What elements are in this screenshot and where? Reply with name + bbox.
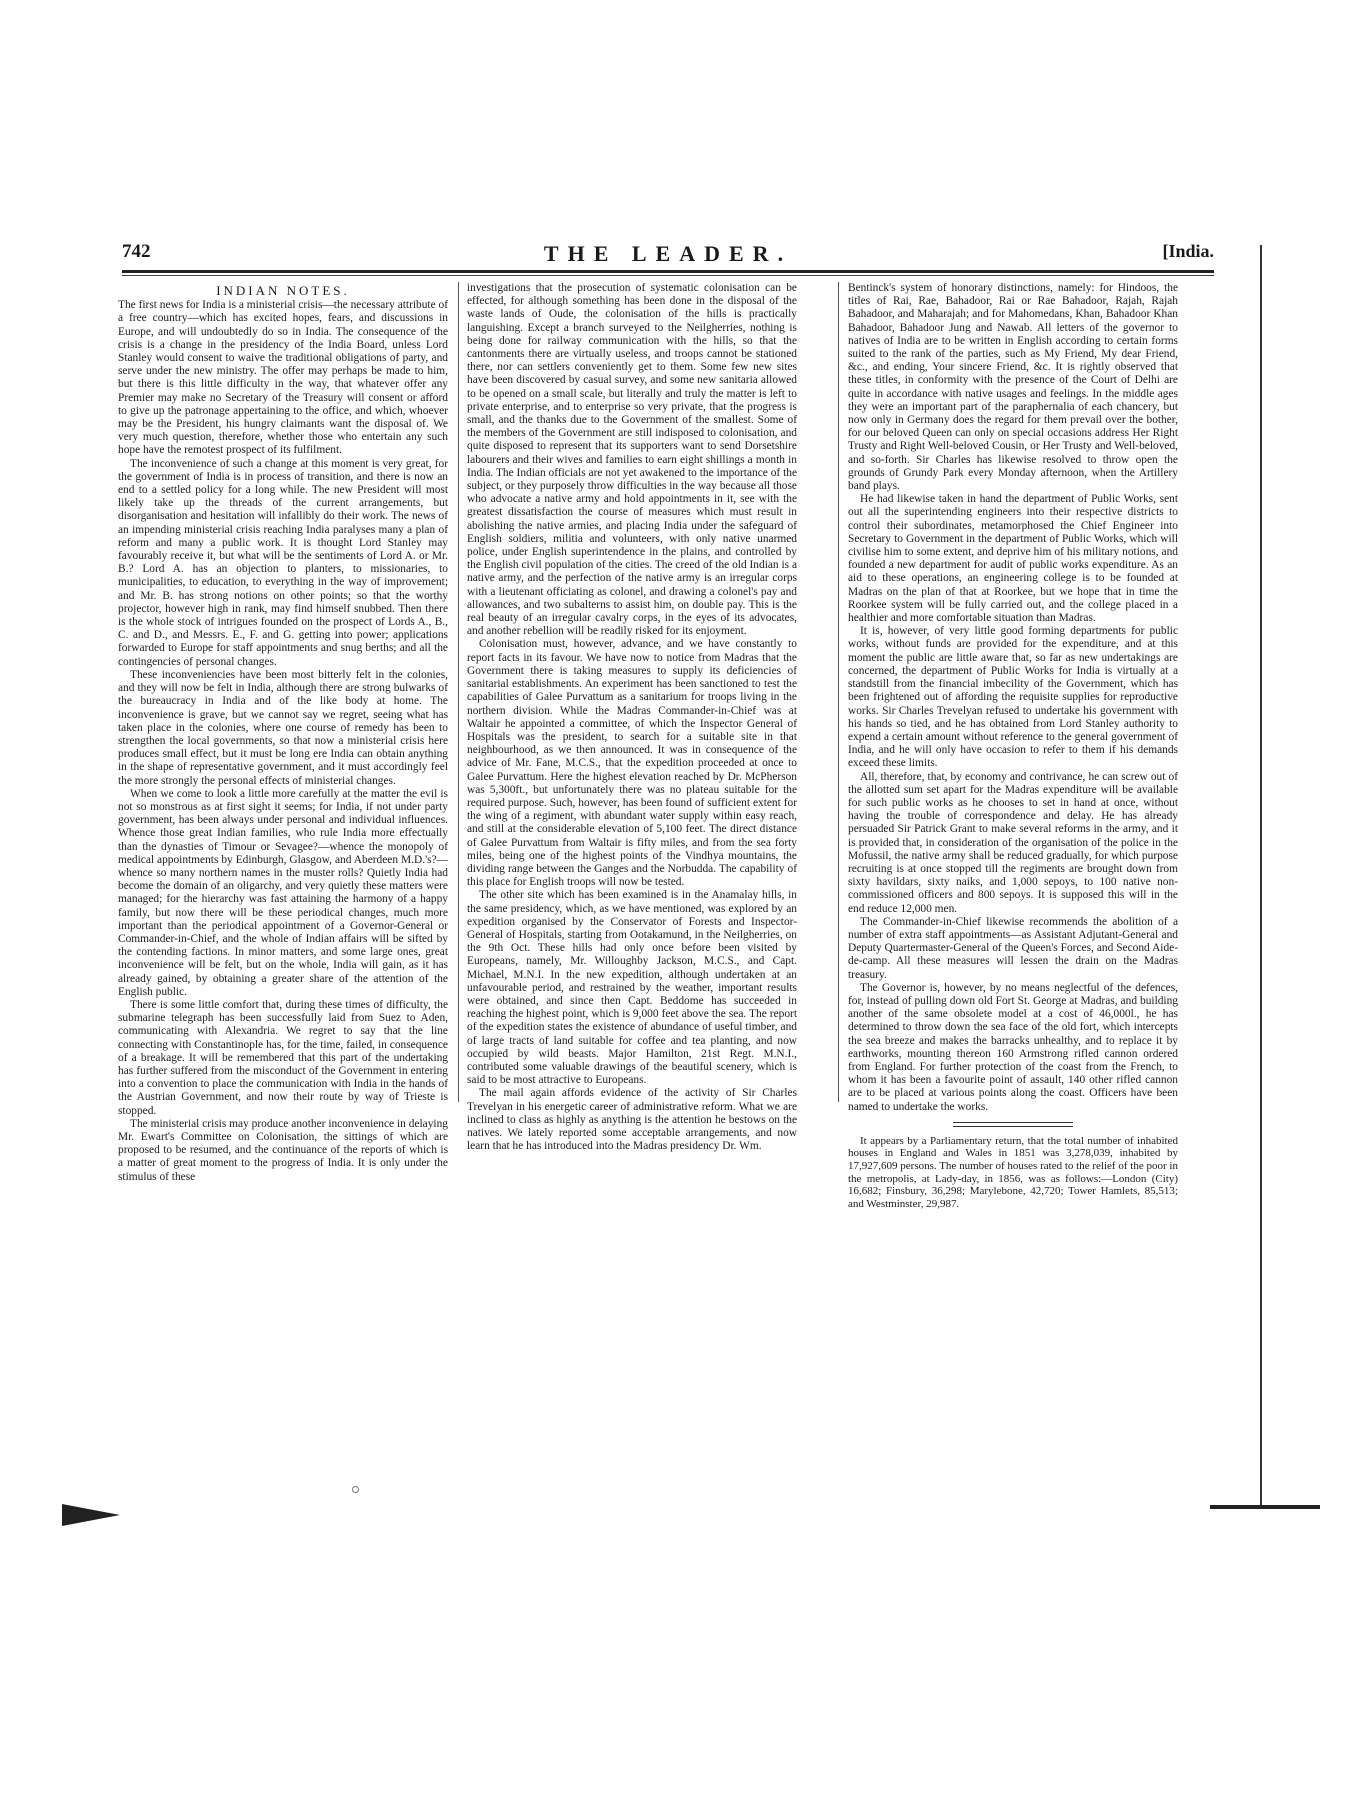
paragraph: It is, however, of very little good forming departments for public works, without funds are provided for the expenditure, and at this moment the public are little aware that, so far as new undertakings are concerned, the department of Public Works for India is virtually at a standstill from the financial imbecility of the Government, which has been frightened out of affording the requisite supplies for reproductive works. Sir Charles Trevelyan refused to undertake his government with his hands so tied, and he has obtained from Lord Stanley authority to expend a certain amount without reference to the general government of India, and he will only have occasion to refer to them if his demands exceed these limits. bbox=[848, 625, 1178, 770]
column-divider bbox=[838, 282, 839, 1102]
section-label: [India. bbox=[1162, 241, 1214, 261]
paragraph: The other site which has been examined is in the Anamalay hills, in the same presidency, which, as we have mentioned, was explored by an expedition organised by the Conservator of Forests and Inspector-General of Hospitals, starting from Ootakamund, in the Neilgherries, on the 9th Oct. These hills had only once before been visited by Europeans, namely, Mr. Willoughby Jackson, M.C.S., and Capt. Michael, M.N.I. In the new expedition, although undertaken at an unfavourable period, and restrained by the weather, important results were obtained, and since then Capt. Beddome has succeeded in reaching the highest point, which is 9,000 feet above the sea. The report of the expedition states the existence of abundance of useful timber, and of large tracts of land suitable for coffee and tea planting, and now occupied by wild beasts. Major Hamilton, 21st Regt. M.N.I., contributed some valuable drawings of the beautiful scenery, which is said to be most attractive to Europeans. bbox=[467, 889, 797, 1087]
paragraph: There is some little comfort that, during these times of difficulty, the submarine telegraph has been successfully laid from Suez to Aden, communicating with Alexandria. We regret to say that the line connecting with Constantinople has, for the time, failed, in consequence of a breakage. It will be remembered that this part of the undertaking has further suffered from the misconduct of the Government in entering into a convention to place the communication with India in the hands of the Austrian Government, and now their route by way of Trieste is stopped. bbox=[118, 998, 448, 1117]
binding-margin-line bbox=[1260, 245, 1262, 1507]
paragraph: When we come to look a little more carefully at the matter the evil is not so monstrous as at first sight it seems; for India, if not under party government, has been always under personal and individual influences. Whence those great Indian families, who rule India more effectually than the dynasties of Timour or Sevagee?—whence the monopoly of medical appointments by Edinburgh, Glasgow, and Aberdeen M.D.'s?—whence so many northern names in the muster rolls? Quietly India had become the domain of an oligarchy, and very quietly these matters were managed; for the hierarchy was fast attaining the harmony of a happy family, but now there will be these periodical changes, much more important than the periodical appointment of a Governor-General or Commander-in-Chief, and the whole of Indian affairs will be sifted by the contending factions. In minor matters, and some large ones, great inconvenience will be felt, but on the whole, India will gain, as it has already gained, by obtaining a greater share of the attention of the English public. bbox=[118, 787, 448, 998]
page-header bbox=[122, 241, 1214, 267]
paragraph: The first news for India is a ministerial crisis—the necessary attribute of a free country—which has excited hopes, fears, and discussions in Europe, and will undoubtedly do so in India. The consequence of the crisis is a change in the presidency of the India Board, unless Lord Stanley would consent to waive the traditional obligations of party, and serve under the new ministry. The offer may perhaps be made to him, but there is this little difficulty in the way, that whatever offer any Premier may make no Secretary of the Treasury will consent or afford to give up the patronage appertaining to the office, and which, whoever may be the President, his hungry claimants want the disposal of. We very much question, therefore, whether those who entertain any such hope have the remotest prospect of its fulfilment. bbox=[118, 299, 448, 457]
masthead-title: THE LEADER. bbox=[543, 241, 793, 266]
paragraph: Colonisation must, however, advance, and we have constantly to report facts in its favour. We have now to notice from Madras that the Government there is taking measures to supply its deficiencies of sanitarial establishments. An experiment has been sanctioned to test the capabilities of Galee Purvattum as a sanitarium for troops living in the northern division. While the Madras Commander-in-Chief was at Waltair he appointed a committee, of which the Inspector General of Hospitals was the president, to search for a suitable site in that neighbourhood, as we then announced. It was in consequence of the advice of Mr. Fane, M.C.S., that the expedition proceeded at once to Galee Purvattum. Here the highest elevation reached by Dr. McPherson was 5,300ft., but unfortunately there was no plateau suitable for the required purpose. Such, however, has been found of sufficient extent for the wing of a regiment, with abundant water supply within easy reach, and still at the considerable elevation of 5,100 feet. The direct distance of Galee Purvattum from Waltair is fifty miles, and from the sea forty miles, being one of the highest points of the Vindhya mountains, the dividing range between the Ganges and the Norbudda. The capability of this place for English troops will now be tested. bbox=[467, 638, 797, 889]
paragraph: investigations that the prosecution of systematic colonisation can be effected, for although something has been done in the disposal of the waste lands of Oude, the colonisation of the hills is practically languishing. Except a branch surveyed to the Neilgherries, nothing is being done for railway communication with the hills, so that the cantonments there are virtually useless, and troops cannot be stationed there, nor can settlers conveniently get to them. Some few new sites have been discovered by casual survey, and some new sanitaria allowed to be opened on a small scale, but literally and truly the matter is left to private enterprise, and to enterprise so very private, that the progress is small, and the thanks due to the Government of the smallest. Some of the members of the Government are still indisposed to colonisation, and quite disposed to represent that its supporters want to send Dorsetshire labourers and their wives and families to earn eight shillings a month in India. The Indian officials are not yet awakened to the importance of the subject, or they purposely throw difficulties in the way because all those who advocate a native army and hold appointments in it, see with the greatest dissatisfaction the course of measures which must result in abolishing the native armies, and placing India under the safeguard of English soldiers, militia and volunteers, with only native unarmed police, under English superintendence in the plains, and controlled by the English civil population of the cities. The creed of the old Indian is a native army, and the perfection of the native army is an irregular corps with a lieutenant officiating as colonel, and drawing a colonel's pay and allowances, and two subalterns to assist him, on double pay. This is the real beauty of an irregular cavalry corps, in the eyes of its advocates, and another rebellion will be readily risked for its enjoyment. bbox=[467, 282, 797, 638]
header-rule-thin bbox=[122, 275, 1214, 276]
column-3 bbox=[848, 282, 1178, 1210]
section-divider bbox=[953, 1122, 1073, 1127]
paragraph: The inconvenience of such a change at this moment is very great, for the government of India is in process of transition, and there is now an end to a settled policy for a long while. The new President will most likely take up the threads of the current arrangements, but disorganisation and hesitation will infallibly do their work. The news of an impending ministerial crisis reaching India paralyses many a plan of reform and many a public work. It is thought Lord Stanley may favourably receive it, but what will be the sentiments of Lord A. or Mr. B.? Lord A. has an objection to planters, to missionaries, to municipalities, to education, to everything in the way of improvement; and Mr. B. has strong notions on other points; so that the worthy projector, however high in rank, may find himself snubbed. Then there is the whole stock of intrigues founded on the prospect of Lords A., B., C. and D., and Messrs. E., F. and G. getting into power; applications forwarded to Europe for staff appointments and snug berths; and all the contingencies of personal changes. bbox=[118, 457, 448, 668]
header-rule bbox=[122, 270, 1214, 273]
article-title: INDIAN NOTES. bbox=[216, 283, 350, 298]
column-1 bbox=[118, 282, 448, 1184]
paragraph: The mail again affords evidence of the activity of Sir Charles Trevelyan in his energetic career of administrative reform. What we are inclined to class as highly as anything is the attention he bestows on the natives. We lately reported some acceptable arrangements, and now learn that he has introduced into the Madras presidency Dr. Wm. bbox=[467, 1087, 797, 1153]
footnote-paragraph: It appears by a Parliamentary return, that the total number of inhabited houses in England and Wales in 1851 was 3,278,039, inhabited by 17,927,609 persons. The number of houses rated to the relief of the poor in the metropolis, at Lady-day, in 1856, was as follows:—London (City) 16,682; Finsbury, 36,298; Marylebone, 42,720; Tower Hamlets, 85,513; and Westminster, 29,987. bbox=[848, 1134, 1178, 1210]
paragraph: The ministerial crisis may produce another inconvenience in delaying Mr. Ewart's Committee on Colonisation, the sittings of which are proposed to be resumed, and the continuance of the reports of which is a matter of great moment to the progress of India. It is only under the stimulus of these bbox=[118, 1117, 448, 1183]
paragraph: These inconveniencies have been most bitterly felt in the colonies, and they will now be felt in India, although there are strong bulwarks of the bureaucracy in India and of the like body at home. The inconvenience is grave, but we cannot say we regret, seeing what has taken place in the colonies, where one course of remedy has been to strengthen the local governments, so that now a ministerial crisis here produces small effect, but it must be long ere India can obtain anything in the shape of representative government, and it must accordingly feel the more strongly the personal effects of ministerial changes. bbox=[118, 668, 448, 787]
column-divider bbox=[458, 282, 459, 1102]
page-corner-mark bbox=[62, 1504, 120, 1526]
paragraph: The Governor is, however, by no means neglectful of the defences, for, instead of pulling down old Fort St. George at Madras, and building another of the same obsolete model at a cost of 46,000l., he has determined to throw down the sea face of the old fort, which intercepts the sea breeze and makes the barracks unhealthy, and to replace it by earthworks, mounting thereon 160 Armstrong rifled cannon ordered from England. For further protection of the coast from the French, to whom it has been a favourite point of assault, 140 other rifled cannon are to be placed at various points along the coast. Officers have been named to undertake the works. bbox=[848, 981, 1178, 1113]
paragraph: The Commander-in-Chief likewise recommends the abolition of a number of extra staff appointments—as Assistant Adjutant-General and Deputy Quartermaster-General of the Queen's Forces, and Second Aide-de-camp. All these measures will lessen the drain on the Madras treasury. bbox=[848, 915, 1178, 981]
paragraph: He had likewise taken in hand the department of Public Works, sent out all the superintending engineers into their respective districts to control their subordinates, metamorphosed the Chief Engineer into Secretary to Government in the department of Public Works, which will civilise him to some extent, and deprive him of his military notions, and founded a new department for audit of public works expenditure. As an aid to these operations, an engineering college is to be founded at Madras on the plan of that at Roorkee, but we hope that in time the Roorkee system will be fully carried out, and the college placed in a healthier and more comfortable situation than Madras. bbox=[848, 493, 1178, 625]
ink-blemish bbox=[352, 1486, 359, 1493]
column-2 bbox=[467, 282, 797, 1153]
paragraph: All, therefore, that, by economy and contrivance, he can screw out of the allotted sum set apart for the Madras expenditure will be available for such public works as he chooses to set in hand at once, without having the trouble of correspondence and delay. He has already persuaded Sir Patrick Grant to make several reforms in the army, and it is provided that, in consideration of the organisation of the police in the Mofussil, the native army shall be reduced gradually, for which purpose recruiting is at once stopped till the regiments are brought down from sixty havildars, sixty naiks, and 1,000 sepoys, to 100 native non-commissioned officers and 800 sepoys. It is supposed this will in the end reduce 12,000 men. bbox=[848, 770, 1178, 915]
paragraph: Bentinck's system of honorary distinctions, namely: for Hindoos, the titles of Rai, Rae, Bahadoor, Rai or Rae Bahadoor, Rajah, Rajah Bahadoor, and Maharajah; and for Mahomedans, Khan, Bahadoor Khan Bahadoor, Bahadoor Jung and Nawab. All letters of the governor to natives of India are to be written in English according to certain forms suited to the rank of the parties, such as My Friend, My dear Friend, &c., and ending, Your sincere Friend, &c. It is rightly observed that these titles, in conformity with the presence of the Court of Delhi are quite in accordance with native usages and feelings. In the middle ages they were an important part of the paraphernalia of each chancery, but now only in Germany does the regard for them prevail over the bother, for our beloved Queen can only on special occasions address Her Right Trusty and Right Well-beloved Cousin, or Her Trusty and Well-beloved, and so-forth. Sir Charles has likewise resolved to throw open the grounds of Grundy Park every Monday afternoon, when the Artillery band plays. bbox=[848, 282, 1178, 493]
page-number: 742 bbox=[122, 241, 151, 262]
binding-margin-foot bbox=[1210, 1505, 1320, 1509]
